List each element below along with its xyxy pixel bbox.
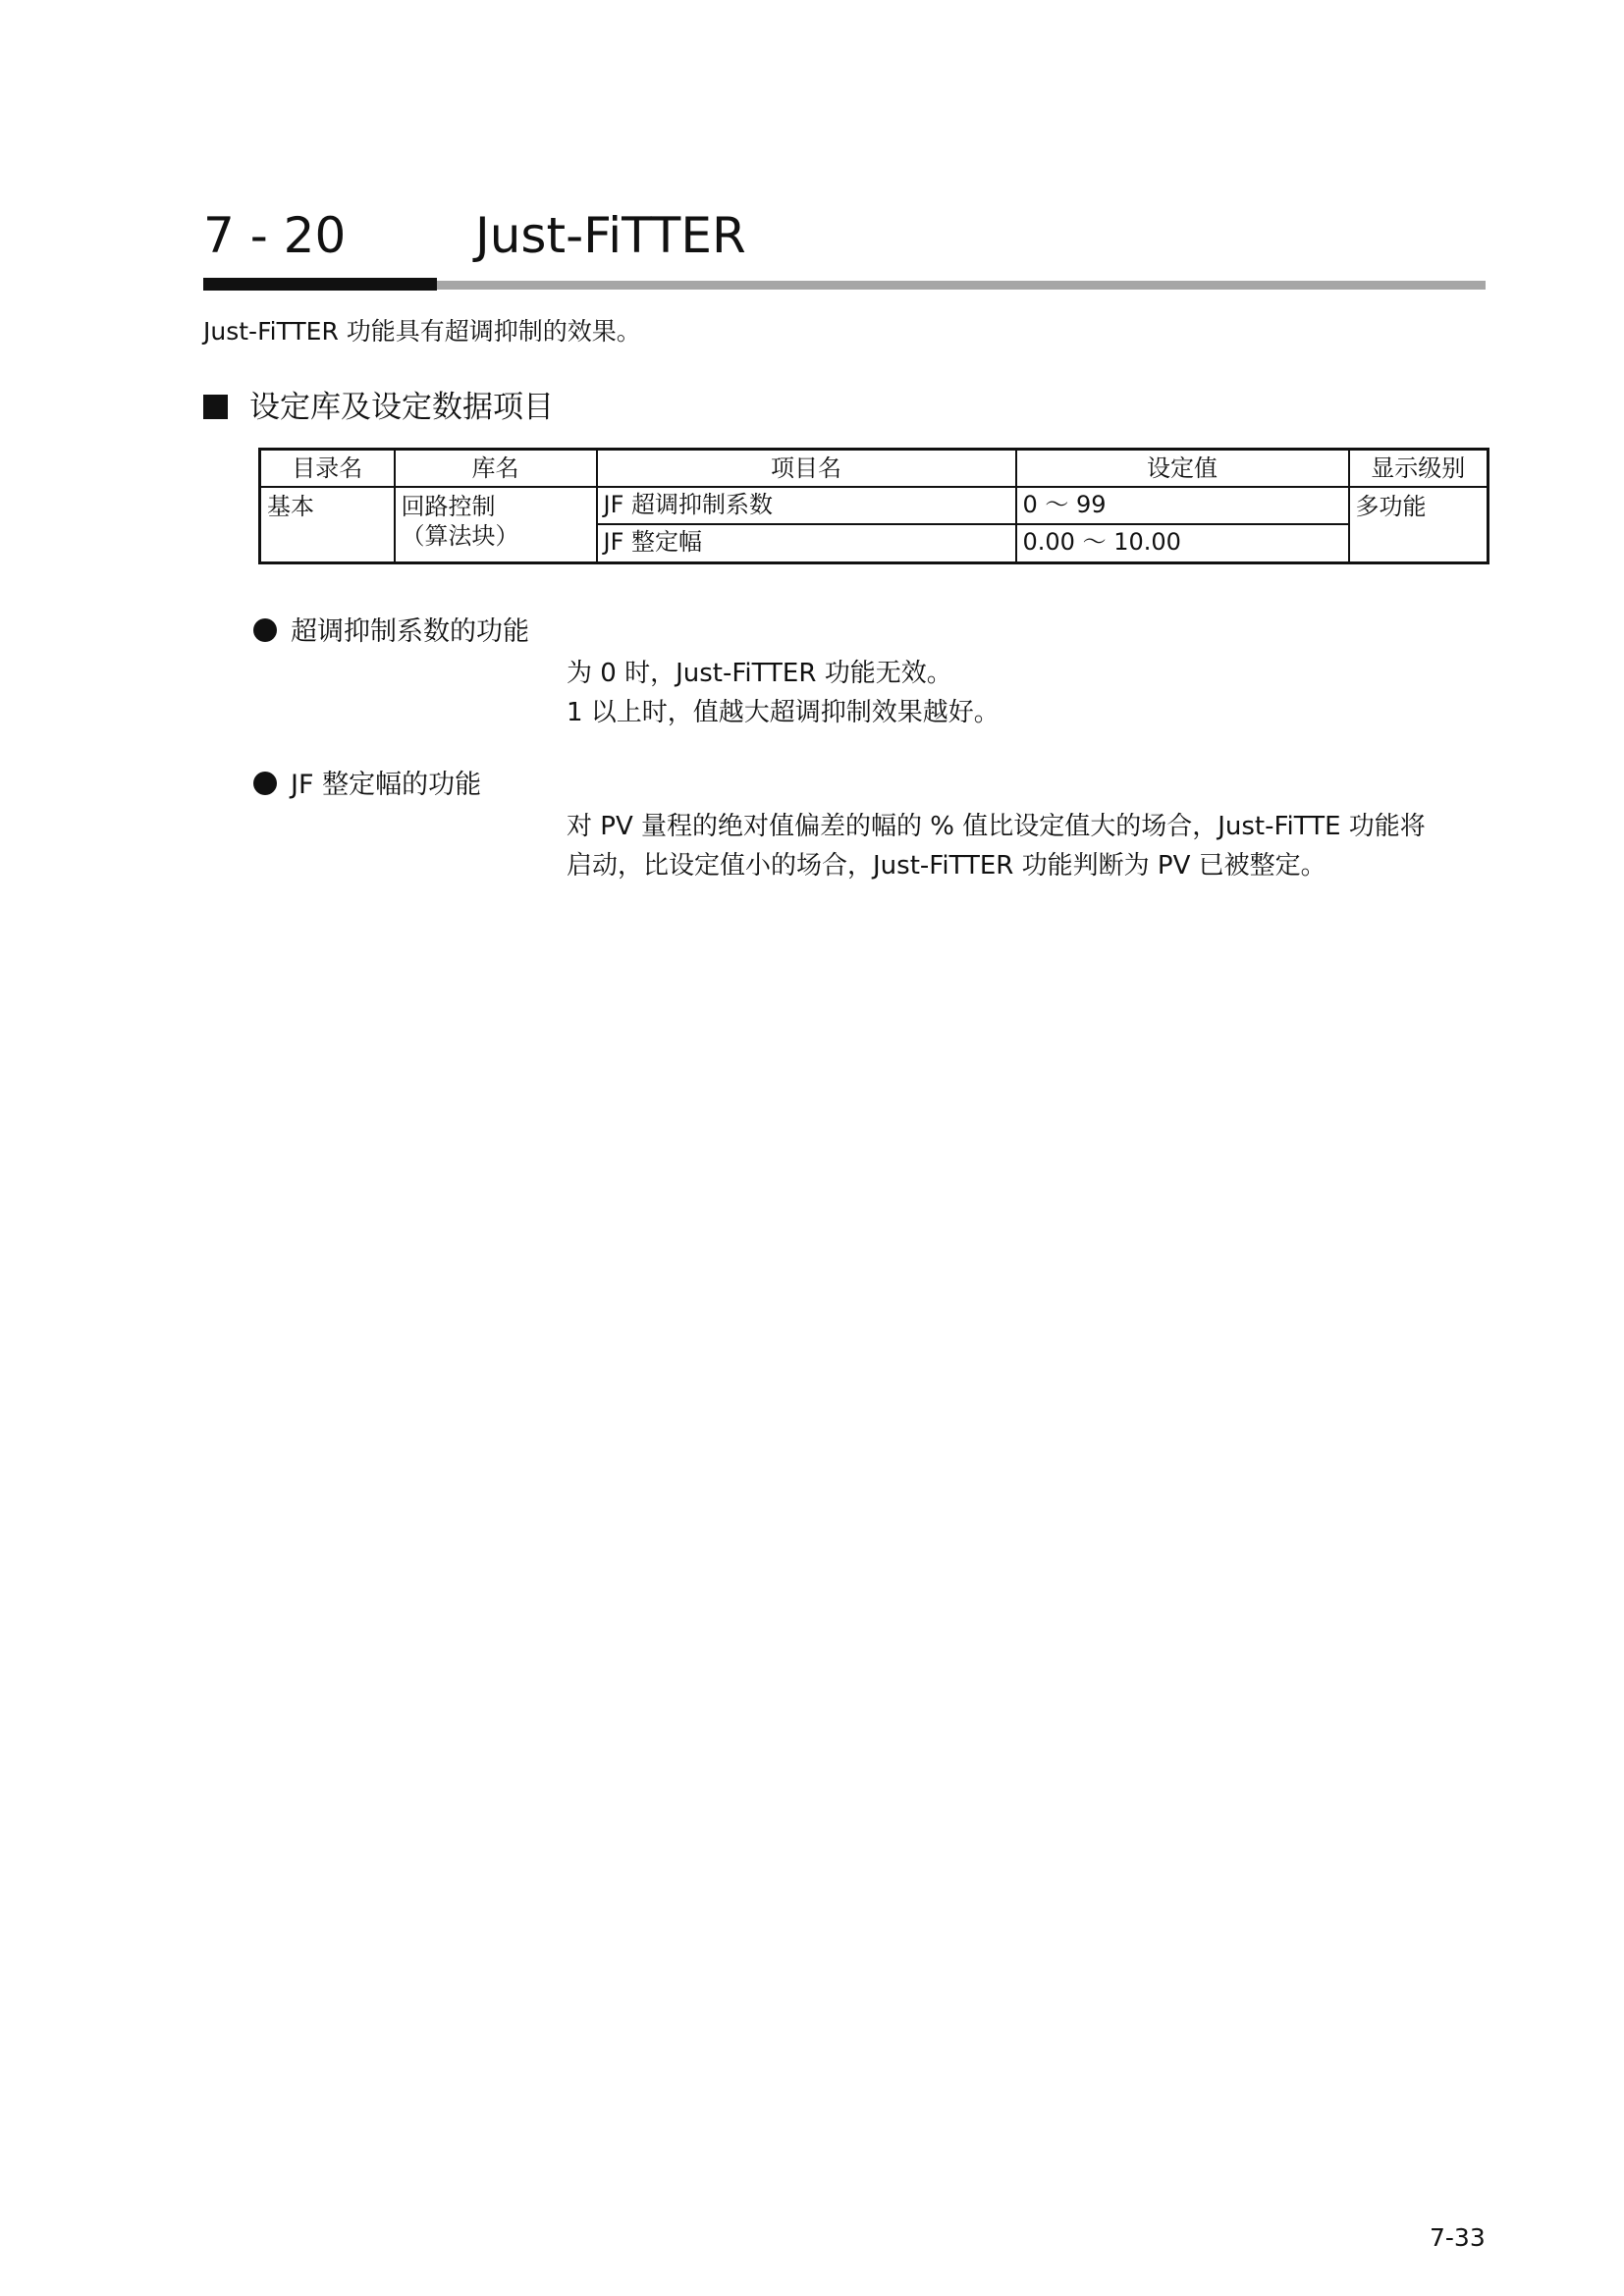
intro-text: Just-FiTTER 功能具有超调抑制的效果。 bbox=[203, 317, 641, 346]
bullet-heading bbox=[253, 770, 481, 801]
cell-value: 0.00 ～ 10.00 bbox=[1016, 524, 1349, 563]
page-number: 7-33 bbox=[1430, 2223, 1486, 2252]
header-bank: 库名 bbox=[395, 450, 597, 488]
header-level: 显示级别 bbox=[1349, 450, 1489, 488]
header-item: 项目名 bbox=[597, 450, 1016, 488]
square-bullet-icon bbox=[203, 395, 228, 419]
table-header-row bbox=[260, 450, 1489, 488]
body-line: 1 以上时，值越大超调抑制效果越好。 bbox=[567, 698, 1000, 727]
bullet-title: JF 整定幅的功能 bbox=[291, 770, 482, 800]
body-line: 启动，比设定值小的场合，Just-FiTTER 功能判断为 PV 已被整定。 bbox=[567, 851, 1326, 881]
cell-bank bbox=[395, 487, 597, 563]
circle-bullet-icon bbox=[253, 772, 277, 795]
section-number: 7 - 20 bbox=[203, 207, 347, 264]
table-row bbox=[260, 487, 1489, 524]
circle-bullet-icon bbox=[253, 618, 277, 642]
bullet-heading bbox=[253, 616, 529, 648]
heading-rule-dark bbox=[203, 278, 437, 291]
cell-value: 0 ～ 99 bbox=[1016, 487, 1349, 524]
cell-item: JF 超调抑制系数 bbox=[597, 487, 1016, 524]
bullet-body bbox=[567, 807, 1426, 885]
subsection-heading bbox=[203, 390, 554, 426]
subsection-title: 设定库及设定数据项目 bbox=[249, 390, 554, 425]
bullet-title: 超调抑制系数的功能 bbox=[291, 616, 529, 647]
header-value: 设定值 bbox=[1016, 450, 1349, 488]
bank-line: 回路控制 bbox=[401, 493, 496, 520]
bank-line: （算法块） bbox=[401, 522, 519, 550]
body-line: 为 0 时，Just-FiTTER 功能无效。 bbox=[567, 659, 952, 688]
section-title: Just-FiTTER bbox=[475, 207, 746, 264]
header-category: 目录名 bbox=[260, 450, 395, 488]
cell-category: 基本 bbox=[260, 487, 395, 563]
body-line: 对 PV 量程的绝对值偏差的幅的 % 值比设定值大的场合，Just-FiTTE 功能将 bbox=[567, 812, 1426, 841]
cell-item: JF 整定幅 bbox=[597, 524, 1016, 563]
settings-table bbox=[258, 448, 1489, 564]
cell-level: 多功能 bbox=[1349, 487, 1489, 563]
heading-rule-gray bbox=[437, 281, 1486, 290]
bullet-body bbox=[567, 654, 1000, 732]
